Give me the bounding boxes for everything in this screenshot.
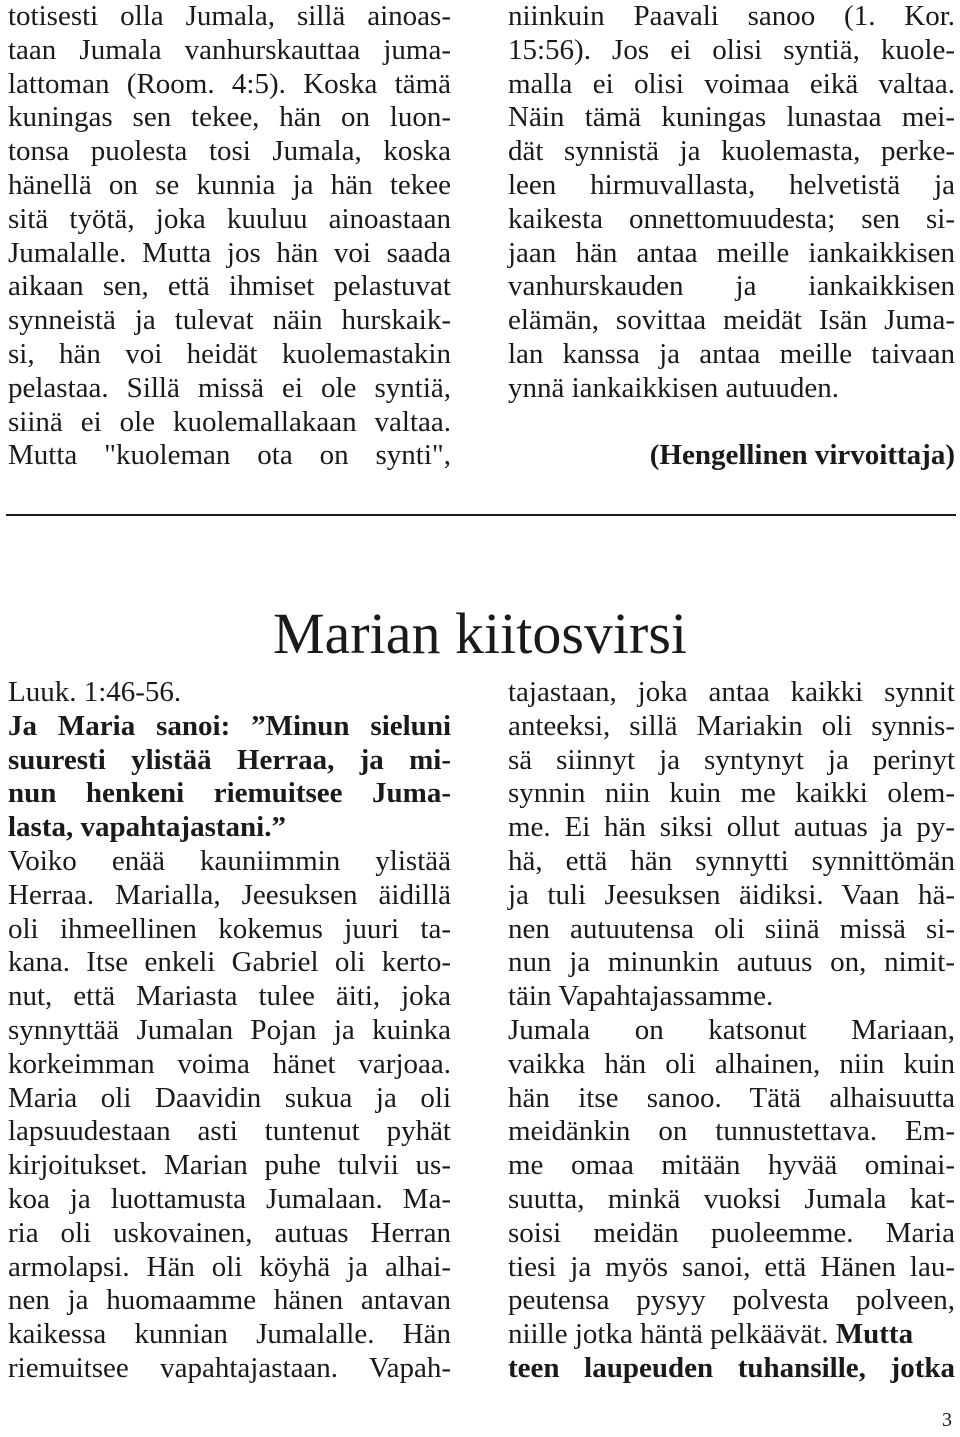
page-number: 3 <box>942 1409 952 1431</box>
text-line: synnin niin kuin me kaikki olem- <box>508 777 955 810</box>
bottom-right-column <box>508 676 955 1386</box>
text-line: teen laupeuden tuhansille, jotka <box>508 1351 955 1384</box>
section-divider <box>6 514 956 516</box>
text-line: kana. Itse enkeli Gabriel oli kerto- <box>8 946 451 979</box>
article-title: Marian kiitosvirsi <box>272 600 687 666</box>
text-line: vaikka hän oli alhainen, niin kuin <box>508 1047 955 1080</box>
text-line: Voiko enää kauniimmin ylistää <box>8 844 451 877</box>
text-line: Näin tämä kuningas lunastaa mei- <box>508 101 955 134</box>
text-line: meidänkin on tunnustettava. Em- <box>508 1115 955 1148</box>
text-line: nen ja huomaamme hänen antavan <box>8 1284 451 1317</box>
text-line: nun henkeni riemuitsee Juma- <box>8 777 451 810</box>
text-line: siinä ei ole kuolemallakaan valtaa. <box>8 405 451 438</box>
text-line: elämän, sovittaa meidät Isän Juma- <box>508 304 955 337</box>
text-line: jaan hän antaa meille iankaikkisen <box>508 236 955 269</box>
text-line: nut, että Mariasta tulee äiti, joka <box>8 980 451 1013</box>
text-line: tiesi ja myös sanoi, että Hänen lau- <box>508 1250 955 1283</box>
top-left-column <box>8 0 451 473</box>
text-line: lasta, vapahtajastani.” <box>8 811 286 844</box>
text-line: Luuk. 1:46-56. <box>8 676 182 708</box>
text-line: malla ei olisi voimaa eikä valtaa. <box>508 67 955 100</box>
text-line: korkeimman voima hänet varjoaa. <box>8 1047 451 1080</box>
text-line: kuningas sen tekee, hän on luon- <box>8 101 451 134</box>
text-line: hän itse sanoo. Tätä alhaisuutta <box>508 1081 955 1114</box>
text-line: aikaan sen, että ihmiset pelastuvat <box>8 270 451 303</box>
text-line: ynnä iankaikkisen autuuden. <box>508 371 839 404</box>
text-line: täin Vapahtajassamme. <box>508 980 774 1013</box>
text-line: lan kanssa ja antaa meille taivaan <box>508 337 955 370</box>
text-line: taan Jumala vanhurskauttaa juma- <box>8 33 451 66</box>
text-line: Jumalalle. Mutta jos hän voi saada <box>8 236 451 269</box>
text-line: me. Ei hän siksi ollut autuas ja py- <box>508 811 955 844</box>
top-right-column <box>508 0 955 406</box>
bottom-left-column <box>8 676 451 1386</box>
text-line: tonsa puolesta tosi Jumala, koska <box>8 135 451 168</box>
text-line: niille jotka häntä pelkäävät. Mutta <box>508 1318 914 1351</box>
text-line: Mutta "kuoleman ota on synti", <box>8 439 451 472</box>
text-line: lapsuudestaan asti tuntenut pyhät <box>8 1115 451 1148</box>
text-line: Herraa. Marialla, Jeesuksen äidillä <box>8 878 451 911</box>
text-line: kirjoitukset. Marian puhe tulvii us- <box>8 1149 451 1182</box>
text-line: synneistä ja tulevat näin hurskaik- <box>8 304 451 337</box>
text-line: si, hän voi heidät kuolemastakin <box>8 337 451 370</box>
text-line: sä siinnyt ja syntynyt ja perinyt <box>508 743 955 776</box>
text-line: sitä työtä, joka kuuluu ainoastaan <box>8 202 451 235</box>
text-line: me omaa mitään hyvää ominai- <box>508 1149 955 1182</box>
text-line: soisi meidän puoleemme. Maria <box>508 1216 955 1249</box>
text-line: suutta, minkä vuoksi Jumala kat- <box>508 1182 955 1215</box>
text-line: Maria oli Daavidin sukua ja oli <box>8 1081 451 1114</box>
text-line: tajastaan, joka antaa kaikki synnit <box>508 676 955 708</box>
text-line: oli ihmeellinen kokemus juuri ta- <box>8 912 451 945</box>
text-line: kaikesta onnettomuudesta; sen si- <box>508 202 955 235</box>
text-line: ria oli uskovainen, autuas Herran <box>8 1216 451 1249</box>
text-line: niinkuin Paavali sanoo (1. Kor. <box>508 0 955 32</box>
text-line: Jumala on katsonut Mariaan, <box>508 1013 955 1046</box>
text-line: nen autuutensa oli siinä missä si- <box>508 912 955 945</box>
text-line: synnyttää Jumalan Pojan ja kuinka <box>8 1013 451 1046</box>
text-line: vanhurskauden ja iankaikkisen <box>508 270 955 303</box>
text-line: hä, että hän synnytti synnittömän <box>508 844 955 877</box>
source-attribution: (Hengellinen virvoittaja) <box>649 439 955 471</box>
text-line: dät synnistä ja kuolemasta, perke- <box>508 135 955 168</box>
text-line: ja tuli Jeesuksen äidiksi. Vaan hä- <box>508 878 955 911</box>
text-line: pelastaa. Sillä missä ei ole syntiä, <box>8 371 451 404</box>
text-line: lattoman (Room. 4:5). Koska tämä <box>8 67 451 100</box>
text-line: peutensa pysyy polvesta polveen, <box>508 1284 955 1317</box>
text-line: suuresti ylistää Herraa, ja mi- <box>8 743 451 776</box>
text-line: koa ja luottamusta Jumalaan. Ma- <box>8 1182 451 1215</box>
text-line: armolapsi. Hän oli köyhä ja alhai- <box>8 1250 451 1283</box>
text-line: kaikessa kunnian Jumalalle. Hän <box>8 1318 451 1351</box>
text-line: nun ja minunkin autuus on, nimit- <box>508 946 955 979</box>
text-line: 15:56). Jos ei olisi syntiä, kuole- <box>508 33 955 66</box>
text-line: hänellä on se kunnia ja hän tekee <box>8 168 451 201</box>
text-line: leen hirmuvallasta, helvetistä ja <box>508 168 955 201</box>
text-line: anteeksi, sillä Mariakin oli synnis- <box>508 709 955 742</box>
text-line: riemuitsee vapahtajastaan. Vapah- <box>8 1351 451 1384</box>
text-line: totisesti olla Jumala, sillä ainoas- <box>8 0 451 32</box>
text-line: Ja Maria sanoi: ”Minun sieluni <box>8 709 451 742</box>
